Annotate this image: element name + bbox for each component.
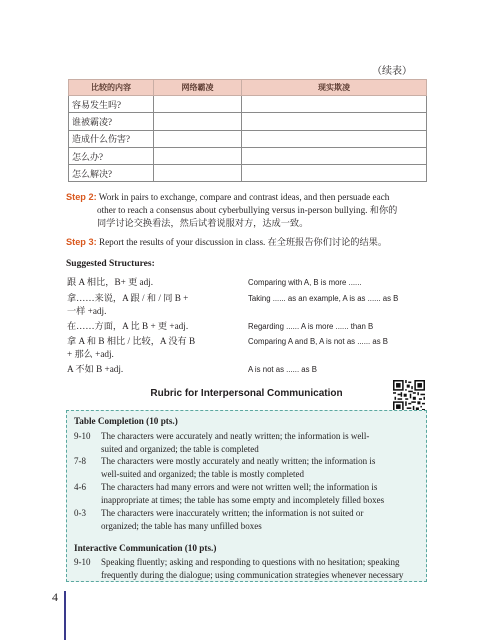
rubric-desc: The characters were accurately and neatly written; the information is well- xyxy=(101,431,370,441)
rubric-desc: organized; the table has many unfilled boxes xyxy=(101,520,262,531)
empty-cell[interactable] xyxy=(154,165,242,182)
rubric-desc: Speaking fluently; asking and responding to questions with no hesitation; speaking xyxy=(101,557,400,567)
step-3 xyxy=(66,236,428,249)
row-label: 谁被霸凌? xyxy=(69,113,154,130)
page-edge-rule xyxy=(64,591,66,640)
structure-zh: 一样 +adj. xyxy=(67,306,107,316)
structure-en: Regarding ...... A is more ...... than B xyxy=(248,322,374,331)
suggested-structures-heading: Suggested Structures: xyxy=(66,259,155,269)
rubric-score: 0-3 xyxy=(74,508,86,518)
row-label: 怎么解决? xyxy=(69,165,154,182)
structure-zh: 在……方面，A 比 B + 更 +adj. xyxy=(67,321,189,331)
rubric-row xyxy=(74,455,424,480)
header-in-person-bullying: 现实欺凌 xyxy=(242,80,427,96)
empty-cell[interactable] xyxy=(154,113,242,130)
continued-label: （续表） xyxy=(372,66,412,77)
rubric-title: Rubric for Interpersonal Communication xyxy=(150,388,343,399)
rubric-score: 4-6 xyxy=(74,482,86,492)
header-cyberbullying: 网络霸凌 xyxy=(154,80,242,96)
table-row xyxy=(69,96,427,113)
empty-cell[interactable] xyxy=(154,147,242,164)
rubric-desc: The characters were inaccurately written; the information is not suited or xyxy=(101,508,364,518)
page-number: 4 xyxy=(52,590,58,604)
rubric-desc: frequently during the dialogue; using communication strategies whenever necessary xyxy=(101,569,404,580)
comparison-table xyxy=(68,79,427,182)
rubric-desc: suited and organized; the table is completed xyxy=(101,443,259,454)
structure-en: Taking ...... as an example, A is as ...... as B xyxy=(248,294,399,303)
rubric-score: 9-10 xyxy=(74,431,91,441)
rubric-score: 9-10 xyxy=(74,557,91,567)
step-text: other to reach a consensus about cyberbullying versus in-person bullying. 和你的 xyxy=(97,205,398,215)
rubric-desc: well-suited and organized; the table is mostly completed xyxy=(101,468,305,479)
table-row xyxy=(69,165,427,182)
rubric-desc: The characters had many errors and were not written well; the information is xyxy=(101,482,378,492)
step-2 xyxy=(66,191,428,230)
structure-zh: 拿 A 和 B 相比 / 比较，A 没有 B xyxy=(67,336,196,346)
structure-en: A is not as ...... as B xyxy=(248,365,317,374)
step-number: Step 3: xyxy=(66,237,97,247)
empty-cell[interactable] xyxy=(242,165,427,182)
rubric-row xyxy=(74,481,424,506)
rubric-row xyxy=(74,507,424,532)
structure-zh: 跟 A 相比，B+ 更 adj. xyxy=(67,277,154,287)
table-row xyxy=(69,147,427,164)
step-number: Step 2: xyxy=(66,192,97,202)
empty-cell[interactable] xyxy=(242,147,427,164)
rubric-section-title: Table Completion (10 pts.) xyxy=(74,416,178,426)
table-row xyxy=(69,130,427,147)
rubric-box xyxy=(66,410,427,582)
row-label: 容易发生吗? xyxy=(69,96,154,113)
structure-zh: + 那么 +adj. xyxy=(67,349,114,359)
empty-cell[interactable] xyxy=(242,113,427,130)
header-compare-content: 比较的内容 xyxy=(69,80,154,96)
structure-zh: 拿……来说，A 跟 / 和 / 同 B + xyxy=(67,293,189,303)
rubric-row xyxy=(74,430,424,455)
step-text: Report the results of your discussion in class. 在全班报告你们讨论的结果。 xyxy=(98,237,388,247)
rubric-row xyxy=(74,556,424,581)
structure-en: Comparing A and B, A is not as ...... as B xyxy=(248,337,388,346)
empty-cell[interactable] xyxy=(242,96,427,113)
step-text: Work in pairs to exchange, compare and contrast ideas, and then persuade each xyxy=(98,192,390,202)
rubric-section-title: Interactive Communication (10 pts.) xyxy=(74,543,217,553)
row-label: 怎么办? xyxy=(69,147,154,164)
table-row xyxy=(69,113,427,130)
structure-zh: A 不如 B +adj. xyxy=(67,364,124,374)
structure-en: Comparing with A, B is more ...... xyxy=(248,278,362,287)
step-text: 同学讨论交换看法，然后试着说服对方，达成一致。 xyxy=(97,218,309,228)
qr-code-icon[interactable] xyxy=(393,380,425,412)
table-header-row xyxy=(69,80,427,96)
rubric-score: 7-8 xyxy=(74,456,86,466)
row-label: 造成什么伤害? xyxy=(69,130,154,147)
empty-cell[interactable] xyxy=(242,130,427,147)
rubric-desc: inappropriate at times; the table has some empty and incompletely filled boxes xyxy=(101,494,385,505)
empty-cell[interactable] xyxy=(154,130,242,147)
empty-cell[interactable] xyxy=(154,96,242,113)
rubric-desc: The characters were mostly accurately and neatly written; the information is xyxy=(101,456,376,466)
